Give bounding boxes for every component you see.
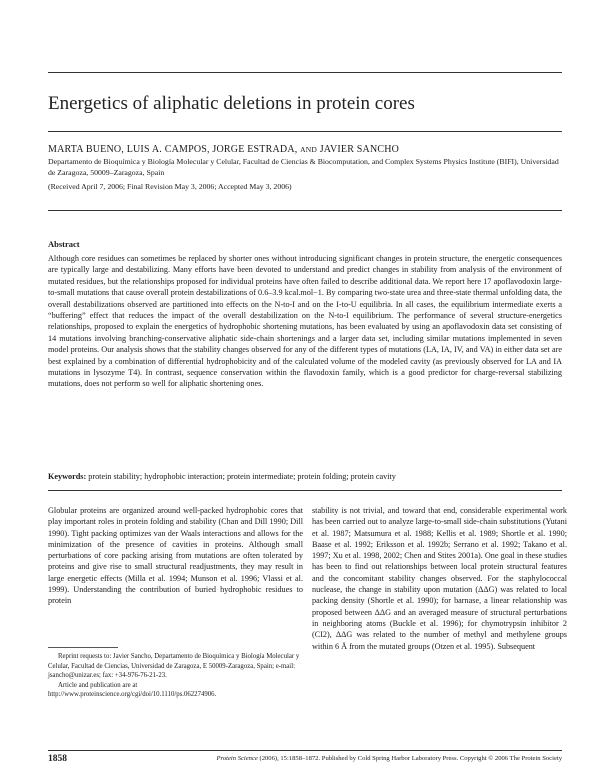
keywords-text: protein stability; hydrophobic interaction; protein intermediate; protein folding; protein cavity — [88, 472, 396, 481]
footnote-article-url[interactable]: Article and publication are at http://www.proteinscience.org/cgi/doi/10.1110/ps.062274906. — [48, 681, 217, 699]
abstract-top-rule — [48, 210, 562, 211]
footer-rule — [48, 750, 562, 751]
body-right-column: stability is not trivial, and toward that end, considerable experimental work has been carried out to analyze large-to-small side-chain substitutions (Yutani et al. 1987; Matsumura et al. 1988; Kellis et al. 1989; Shortle et al. 1990; Baase et al. 1992; Eriksson et al. 1992b; Serrano et al. 1992; Takano et al. 1997; Xu et al. 1998, 2002; Chen and Stites 2001a). One goal in these studies has been to find out relationships between local protein structural features and the concomitant stability changes observed. For the staphylococcal nuclease, the change in stability upon mutation (ΔΔG) was related to local packing density (Shortle et al. 1990); for barnase, a linear relationship was proposed between ΔΔG and an averaged measure of structural perturbations in neighboring atoms (Buckle et al. 1996); for chymotrypsin inhibitor 2 (CI2), ΔΔG was related to the number of methyl and methylene groups within 6 Å from the mutated groups (Otzen et al. 1995). Subsequent — [312, 506, 567, 651]
title-rule — [48, 131, 562, 132]
journal-name: Protein Science — [216, 755, 258, 762]
abstract-text: Although core residues can sometimes be replaced by shorter ones without introducing significant changes in protein structure, the energetic consequences are typically large and destabilizing. Many efforts have been devoted to understand and predict changes in stability from analysis of the environment of mutated residues, but the relationships proposed for individual proteins have often failed to describe additional data. We report here 17 apoflavodoxin large-to-small mutations that cause overall protein destabilizations of 0.6–3.9 kcal.mol−1. By comparing two-state urea and three-state thermal unfolding data, the overall destabilizations observed are partitioned into effects on the N-to-I and on the I-to-U equilibria. In all cases, the equilibrium intermediate exerts a “buffering” effect that reduces the impact of the overall destabilization on the N-to-I equilibrium. The performance of several structure-energetics relationships, proposed to explain the energetics of hydrophobic shortening mutations, has been evaluated by using an apoflavodoxin data set consisting of 14 mutations involving branching-conservative aliphatic side-chain shortenings and a larger data set, including similar mutations implemented in seven model proteins. Our analysis shows that the stability changes observed for any of the different types of mutations (LA, IA, IV, and VA) in either data set are best explained by a combination of differential hydrophobicity and of the calculated volume of the modeled cavity (as previously observed for LA and IA mutations in lysozyme T4). In contrast, sequence conservation within the flavodoxin family, which is a good predictor for charge-reversal stabilizing mutations, does not perform so well for aliphatic shortening ones. — [48, 254, 562, 389]
keywords-rule — [48, 490, 562, 491]
authors-and: AND — [300, 145, 318, 154]
top-rule — [48, 72, 562, 73]
keywords-label: Keywords: — [48, 472, 87, 481]
citation-text: (2006), 15:1858–1872. Published by Cold Spring Harbor Laboratory Press. Copyright © 2006 The Protein Society — [259, 755, 562, 762]
body-left-column: Globular proteins are organized around well-packed hydrophobic cores that play important roles in protein folding and stability (Chan and Dill 1990; Dill 1990). Tight packing optimizes van der Waals interactions and allows for the minimization of the presence of cavities in proteins. Although small perturbations of core packing arising from mutations are often tolerated by proteins and give rise to small structural readjustments, they may result in large energetic effects (Milla et al. 1994; Munson et al. 1996; Vlassi et al. 1999). Understanding the contribution of buried hydrophobic residues to protein — [48, 506, 303, 606]
page-number: 1858 — [48, 754, 67, 764]
footnote-reprint: Reprint requests to: Javier Sancho, Departamento de Bioquímica y Biología Molecular y Celular, Facultad de Ciencias, Universidad de Zaragoza, E 50009-Zaragoza, Spain; e-mail: jsancho@unizar.es; fax: +34-976-76-21-23. — [48, 653, 300, 680]
footnotes — [48, 652, 303, 700]
keywords — [48, 471, 562, 482]
authors-main: MARTA BUENO, LUIS A. CAMPOS, JORGE ESTRADA, — [48, 144, 298, 155]
journal-citation — [217, 755, 562, 762]
article-title: Energetics of aliphatic deletions in protein cores — [48, 93, 415, 114]
affiliation: Departamento de Bioquímica y Biología Molecular y Celular, Facultad de Ciencias & Biocomputation, and Complex Systems Physics Institute (BIFI), Universidad de Zaragoza, 50009–Zaragoza, Spain — [48, 157, 559, 177]
authors-last: JAVIER SANCHO — [319, 144, 400, 155]
abstract-heading: Abstract — [48, 239, 80, 249]
submission-dates: (Received April 7, 2006; Final Revision May 3, 2006; Accepted May 3, 2006) — [48, 182, 292, 191]
footnote-rule — [48, 647, 118, 648]
author-list — [48, 143, 562, 156]
